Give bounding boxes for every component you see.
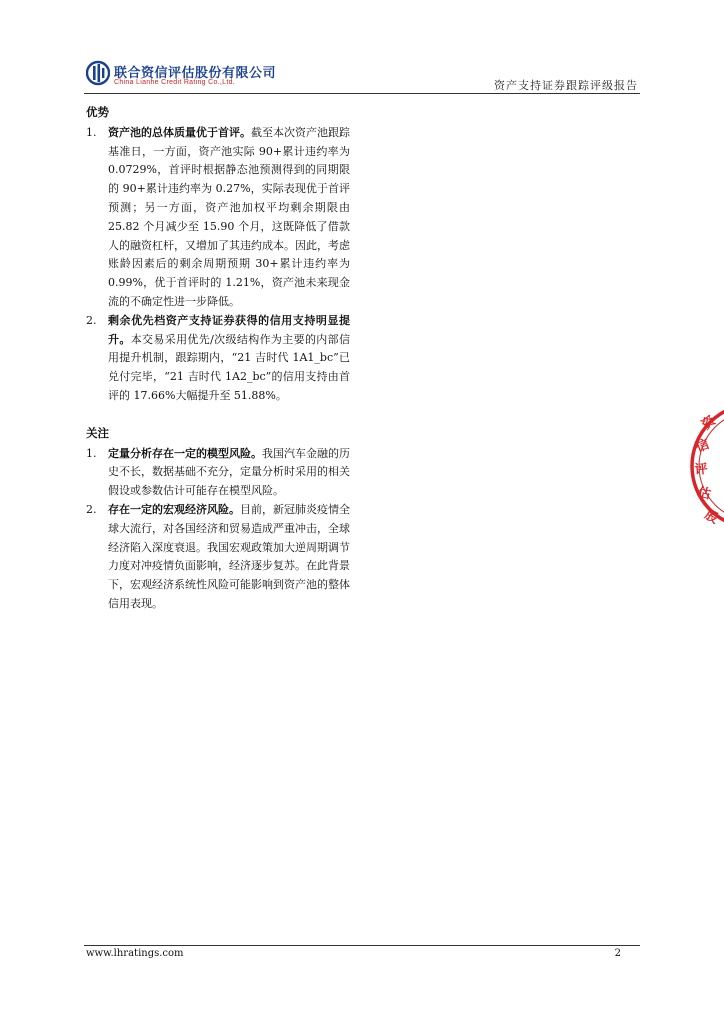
strength-item-2: [86, 312, 350, 406]
strengths-title: 优势: [86, 105, 109, 119]
item-number: 1.: [86, 125, 97, 139]
svg-text:估: 估: [696, 485, 713, 503]
svg-text:评: 评: [694, 461, 709, 478]
company-seal-stamp: [686, 398, 724, 534]
footer-website: www.lhratings.com: [86, 948, 184, 959]
company-name-cn: 联合资信评估股份有限公司: [114, 66, 277, 81]
footer-divider: [84, 945, 640, 946]
item-heading: 资产池的总体质量优于首评。: [108, 125, 251, 139]
strength-item-1: [86, 124, 350, 312]
svg-text:股: 股: [702, 507, 721, 527]
page-number: 2: [614, 948, 621, 959]
header-divider: [84, 93, 640, 94]
concern-item-2: [86, 501, 350, 614]
item-heading: 剩余优先档资产支持证券获得的信用支持明显提升。: [108, 313, 350, 346]
company-name-en: China Lianhe Credit Rating Co.,Ltd.: [114, 79, 236, 86]
report-body: [86, 103, 350, 614]
concerns-title: 关注: [86, 425, 109, 440]
svg-text:资: 资: [699, 413, 719, 434]
report-type: 资产支持证券跟踪评级报告: [494, 79, 638, 92]
company-logo: [86, 60, 276, 92]
item-heading: 存在一定的宏观经济风险。: [108, 502, 240, 516]
item-number: 2.: [86, 502, 97, 516]
item-number: 1.: [86, 446, 97, 460]
section-gap: [86, 406, 350, 424]
svg-text:信: 信: [693, 436, 712, 456]
concern-item-1: [86, 445, 350, 501]
item-text: 本交易采用优先/次级结构作为主要的内部信用提升机制，跟踪期内，“21 吉时代 1A1_bc”已兑付完毕，“21 吉时代 1A2_bc”的信用支持由首评的 17.66%大幅提升至 51.88%。: [108, 332, 350, 402]
lianhe-logo-icon: [86, 60, 110, 86]
item-text: 我国汽车金融的历史不长，数据基础不充分，定量分析时采用的相关假设或参数估计可能存在模型风险。: [108, 446, 350, 498]
item-text: 目前，新冠肺炎疫情全球大流行，对各国经济和贸易造成严重冲击，全球经济陷入深度衰退。我国宏观政策加大逆周期调节力度对冲疫情负面影响，经济逐步复苏。在此背景下，宏观经济系统性风险可能影响到资产池的整体信用表现。: [108, 502, 350, 610]
item-text: 截至本次资产池跟踪基准日，一方面，资产池实际 90+累计违约率为 0.0729%，首评时根据静态池预测得到的同期限的 90+累计违约率为 0.27%，实际表现优于首评预测；另一方面，资产池加权平均剩余期限由 25.82 个月减少至 15.90 个月，这既降低了借款人的融资杠杆，又增加了其违约成本。因此，考虑账龄因素后的剩余周期预期 30+累计违约率为 0.99%，优于首评时的 1.21%，资产池未来现金流的不确定性进一步降低。: [108, 125, 350, 308]
item-heading: 定量分析存在一定的模型风险。: [108, 446, 262, 460]
item-number: 2.: [86, 313, 97, 327]
